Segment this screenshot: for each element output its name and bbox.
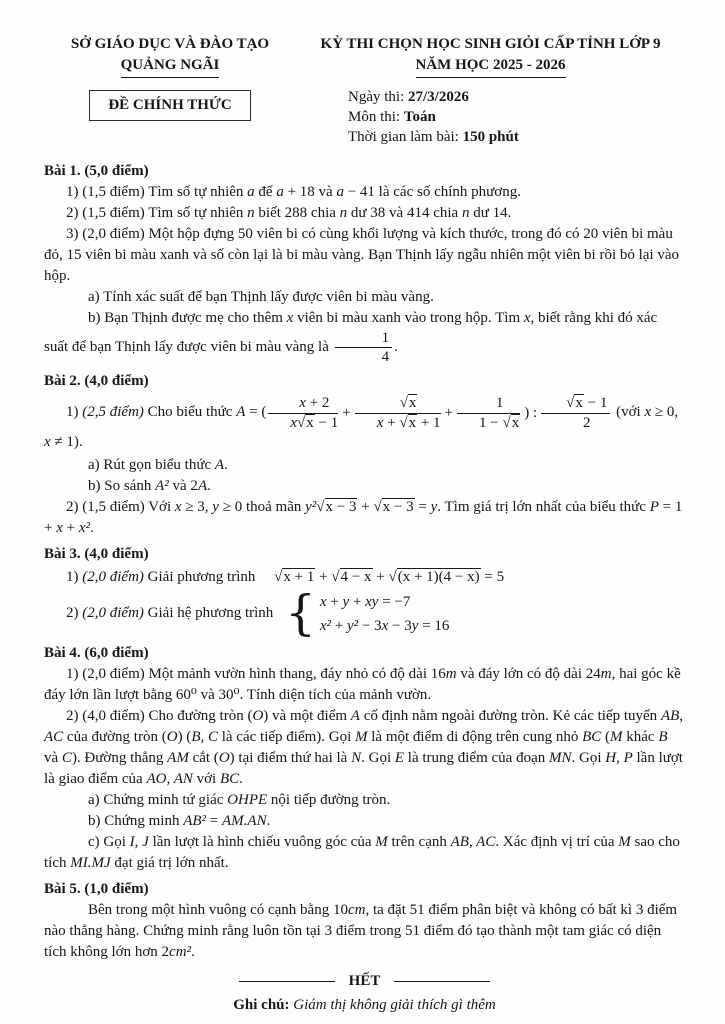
system-of-equations: [285, 585, 450, 642]
end-divider: [44, 971, 685, 992]
exam-date-value: 27/3/2026: [408, 89, 469, 105]
plus-operator: +: [444, 404, 453, 421]
formula-condition: (với x ≥ 0, x ≠ 1).: [44, 404, 679, 450]
problem-4-heading: Bài 4. (6,0 điểm): [44, 644, 149, 661]
problem-4-item-2: 2) (4,0 điểm) Cho đường tròn (O) và một điểm A cố định nằm ngoài đường tròn. Kẻ các tiếp tuyến AB, AC của đường tròn (O) (B, C là các tiếp điểm). Gọi M là một điểm di động trên cung nhỏ BC (M khác B và C). Đường thẳng AM cắt (O) tại điểm thứ hai là N. Gọi E là trung điểm của đoạn MN. Gọi H, P lần lượt là giao điểm của AO, AN với BC.: [44, 707, 684, 787]
note-text: Giám thị không giải thích gì thêm: [293, 996, 496, 1013]
fraction-1-num: x + 2: [268, 395, 338, 413]
problem-1-item-3a: a) Tính xác suất để bạn Thịnh lấy được viên bi màu vàng.: [88, 289, 434, 305]
fraction-denominator: 4: [381, 349, 390, 366]
fraction-4: [541, 395, 610, 430]
problem-5-text: Bên trong một hình vuông có cạnh bằng 10cm, ta đặt 51 điểm phân biệt và không có bất kì 3 điểm nào thẳng hàng. Chứng minh rằng luôn tồn tại 3 điểm trong 51 điểm đó tạo thành một tam giác có diện tích không lớn hơn 2cm².: [44, 901, 678, 960]
problem-4-item-2b: b) Chứng minh AB² = AM.AN.: [88, 812, 271, 829]
end-label: HẾT: [348, 972, 381, 989]
fraction-3: [457, 395, 520, 430]
divider-line-left: [239, 981, 335, 982]
fraction-1: [268, 395, 338, 430]
problem-2-item-1-formula: [44, 394, 685, 452]
problem-1-item-3b-text: b) Bạn Thịnh được mẹ cho thêm x viên bi màu xanh vào trong hộp. Tìm x, biết rằng khi đó xác suất để bạn Thịnh lấy được viên bi màu vàng là: [44, 310, 658, 356]
close-paren-colon: ) :: [524, 404, 538, 421]
fraction-one-fourth: [335, 330, 393, 365]
exam-info: [296, 87, 685, 147]
equations-column: [320, 590, 450, 638]
problem-3-heading: Bài 3. (4,0 điểm): [44, 545, 149, 562]
fraction-4-den: 2: [582, 414, 591, 431]
exam-subject-value: Toán: [403, 109, 436, 125]
note-label: Ghi chú:: [233, 996, 294, 1013]
official-exam-box: ĐỀ CHÍNH THỨC: [89, 90, 250, 121]
equation-2: x² + y² − 3x − 3y = 16: [319, 617, 450, 634]
problem-3-item-1: 1) (2,0 điểm) Giải phương trình √x + 1 + √4 − x + √(x + 1)(4 − x) = 5: [66, 568, 505, 585]
exam-duration-line: [348, 127, 685, 147]
problem-2-heading: Bài 2. (4,0 điểm): [44, 373, 149, 390]
problem-3-item-2: [44, 585, 685, 642]
exam-subject-line: [348, 107, 685, 127]
problem-4-item-2c: c) Gọi I, J lần lượt là hình chiếu vuông góc của M trên cạnh AB, AC. Xác định vị trí của M sao cho tích MI.MJ đạt giá trị lớn nhất.: [44, 833, 680, 871]
fraction-4-num: √x − 1: [541, 395, 610, 413]
fraction-3-num: 1: [457, 395, 520, 413]
exam-date-line: [348, 87, 685, 107]
problem-1-item-3b: [44, 308, 685, 366]
problem-1-heading: Bài 1. (5,0 điểm): [44, 163, 149, 179]
header: [44, 34, 685, 147]
problem-1-item-2: 2) (1,5 điểm) Tìm số tự nhiên n biết 288 chia n dư 38 và 414 chia n dư 14.: [66, 205, 512, 221]
fraction-3-den: 1 − √x: [479, 414, 520, 431]
note-line: [44, 995, 685, 1016]
problem-1-item-1: 1) (1,5 điểm) Tìm số tự nhiên a để a + 18 và a − 41 là các số chính phương.: [66, 184, 521, 200]
fraction-1-den: x√x − 1: [290, 414, 339, 431]
fraction-numerator: 1: [335, 330, 393, 348]
problem-5-heading: Bài 5. (1,0 điểm): [44, 880, 149, 897]
org-province: QUẢNG NGÃI: [121, 55, 220, 78]
plus-operator: +: [342, 404, 351, 421]
exam-duration-value: 150 phút: [462, 129, 519, 145]
problem-3-item-2-lead: 2) (2,0 điểm) Giải hệ phương trình: [66, 605, 274, 622]
exam-title: KỲ THI CHỌN HỌC SINH GIỎI CẤP TỈNH LỚP 9: [320, 36, 661, 52]
sentence-end: .: [394, 339, 398, 356]
problem-2-item-1-lead: 1) (2,5 điểm) Cho biểu thức A = (: [66, 404, 267, 421]
problem-1-item-3: 3) (2,0 điểm) Một hộp đựng 50 viên bi có cùng khối lượng và kích thước, trong đó có 20 viên bi màu đỏ, 15 viên bi màu xanh và số còn lại là bi màu vàng. Bạn Thịnh lấy ngẫu nhiên một viên bi rồi bỏ lại vào hộp.: [44, 226, 680, 284]
divider-line-right: [394, 981, 490, 982]
header-left: [44, 34, 296, 147]
fraction-2-num: √x: [355, 395, 441, 413]
problem-4-item-1: 1) (2,0 điểm) Một mảnh vườn hình thang, đáy nhỏ có độ dài 16m và đáy lớn có độ dài 24m, hai góc kề đáy lớn lần lượt bằng 60⁰ và 30⁰. Tính diện tích của mảnh vườn.: [44, 665, 681, 703]
problem-2-item-1a: a) Rút gọn biểu thức A.: [88, 456, 228, 473]
header-right: [296, 34, 685, 147]
exam-duration-label: Thời gian làm bài:: [348, 129, 463, 145]
problem-2-item-2: 2) (1,5 điểm) Với x ≥ 3, y ≥ 0 thoả mãn y²√x − 3 + √x − 3 = y. Tìm giá trị lớn nhất của biểu thức P = 1 + x + x².: [44, 498, 683, 536]
problem-4-item-2a: a) Chứng minh tứ giác OHPE nội tiếp đường tròn.: [88, 791, 391, 808]
org-name: SỞ GIÁO DỤC VÀ ĐÀO TẠO: [70, 36, 270, 52]
exam-subject-label: Môn thi:: [348, 109, 404, 125]
fraction-2-den: x + √x + 1: [376, 414, 441, 431]
exam-date-label: Ngày thi:: [348, 89, 408, 105]
exam-year: NĂM HỌC 2025 - 2026: [416, 55, 566, 78]
fraction-2: [355, 395, 441, 430]
curly-brace-icon: {: [285, 585, 316, 642]
problem-2-item-1b: b) So sánh A² và 2A.: [88, 477, 211, 494]
equation-1: x + y + xy = −7: [319, 593, 411, 610]
